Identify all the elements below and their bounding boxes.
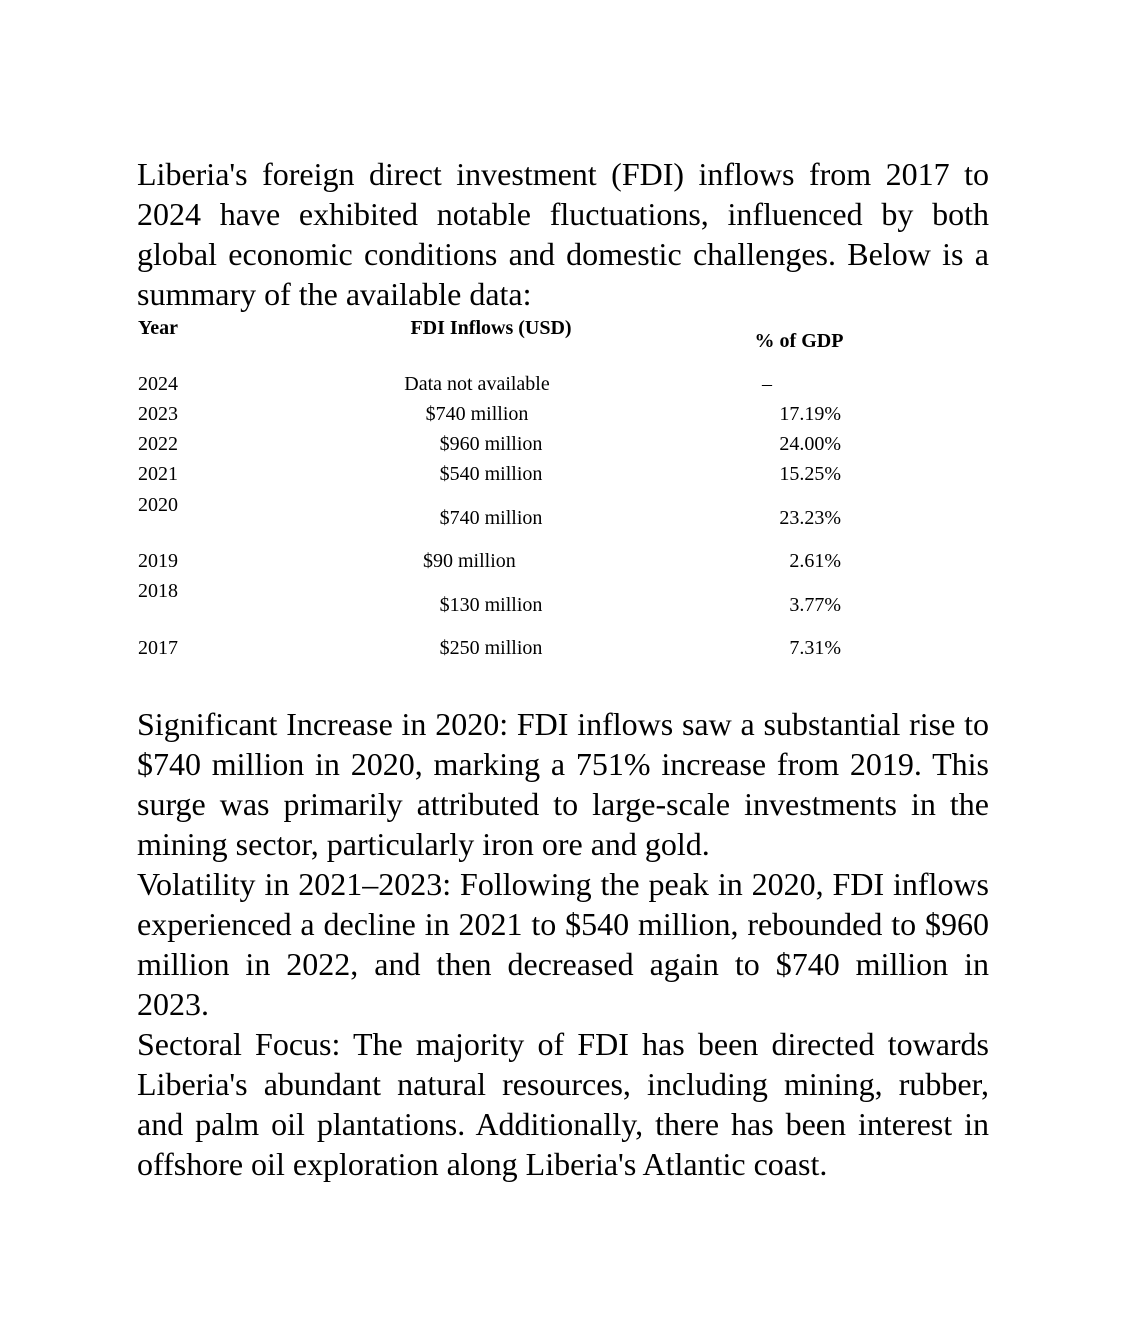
table-row-gdp: –: [762, 373, 772, 395]
table-row-year: 2020: [138, 494, 178, 516]
table-row-year: 2021: [138, 463, 178, 485]
table-row-gdp: 15.25%: [779, 463, 841, 485]
table-row-year: 2024: [138, 373, 178, 395]
header-gdp: % of GDP: [754, 330, 844, 352]
fdi-table: [137, 314, 989, 704]
table-row-year: 2018: [138, 580, 178, 602]
table-row-gdp: 2.61%: [789, 550, 841, 572]
table-row-gdp: 17.19%: [779, 403, 841, 425]
table-row-gdp: 23.23%: [779, 507, 841, 529]
document-body: [137, 154, 989, 1184]
table-row-gdp: 3.77%: [789, 594, 841, 616]
table-row-year: 2019: [138, 550, 178, 572]
intro-paragraph: Liberia's foreign direct investment (FDI) inflows from 2017 to 2024 have exhibited notable fluctuations, influenced by both global economic conditions and domestic challenges. Below is a summary of the available data:: [137, 156, 989, 312]
notes-section: [137, 704, 989, 1184]
table-row-gdp: 7.31%: [789, 637, 841, 659]
table-row-fdi: $90 million: [423, 550, 516, 572]
note-paragraph: Sectoral Focus: The majority of FDI has been directed towards Liberia's abundant natural resources, including mining, rubber, and palm oil plantations. Additionally, there has been interest in offshore oil exploration along Liberia's Atlantic coast.: [137, 1026, 989, 1182]
table-row-fdi: $540 million: [439, 463, 543, 485]
table-row-fdi: Data not available: [404, 373, 550, 395]
table-row-fdi: $250 million: [439, 637, 543, 659]
header-year: Year: [138, 317, 178, 339]
header-fdi: FDI Inflows (USD): [410, 317, 572, 339]
table-row-year: 2022: [138, 433, 178, 455]
note-paragraph: Significant Increase in 2020: FDI inflows saw a substantial rise to $740 million in 2020, marking a 751% increase from 2019. This surge was primarily attributed to large-scale investments in the mining sector, particularly iron ore and gold.: [137, 706, 989, 862]
table-row-fdi: $960 million: [439, 433, 543, 455]
table-row-fdi: $130 million: [439, 594, 543, 616]
table-row-year: 2023: [138, 403, 178, 425]
table-row-fdi: $740 million: [439, 507, 543, 529]
table-row-gdp: 24.00%: [779, 433, 841, 455]
table-row-year: 2017: [138, 637, 178, 659]
table-row-fdi: $740 million: [425, 403, 529, 425]
note-paragraph: Volatility in 2021–2023: Following the peak in 2020, FDI inflows experienced a decline in 2021 to $540 million, rebounded to $960 million in 2022, and then decreased again to $740 million in 2023.: [137, 866, 989, 1022]
